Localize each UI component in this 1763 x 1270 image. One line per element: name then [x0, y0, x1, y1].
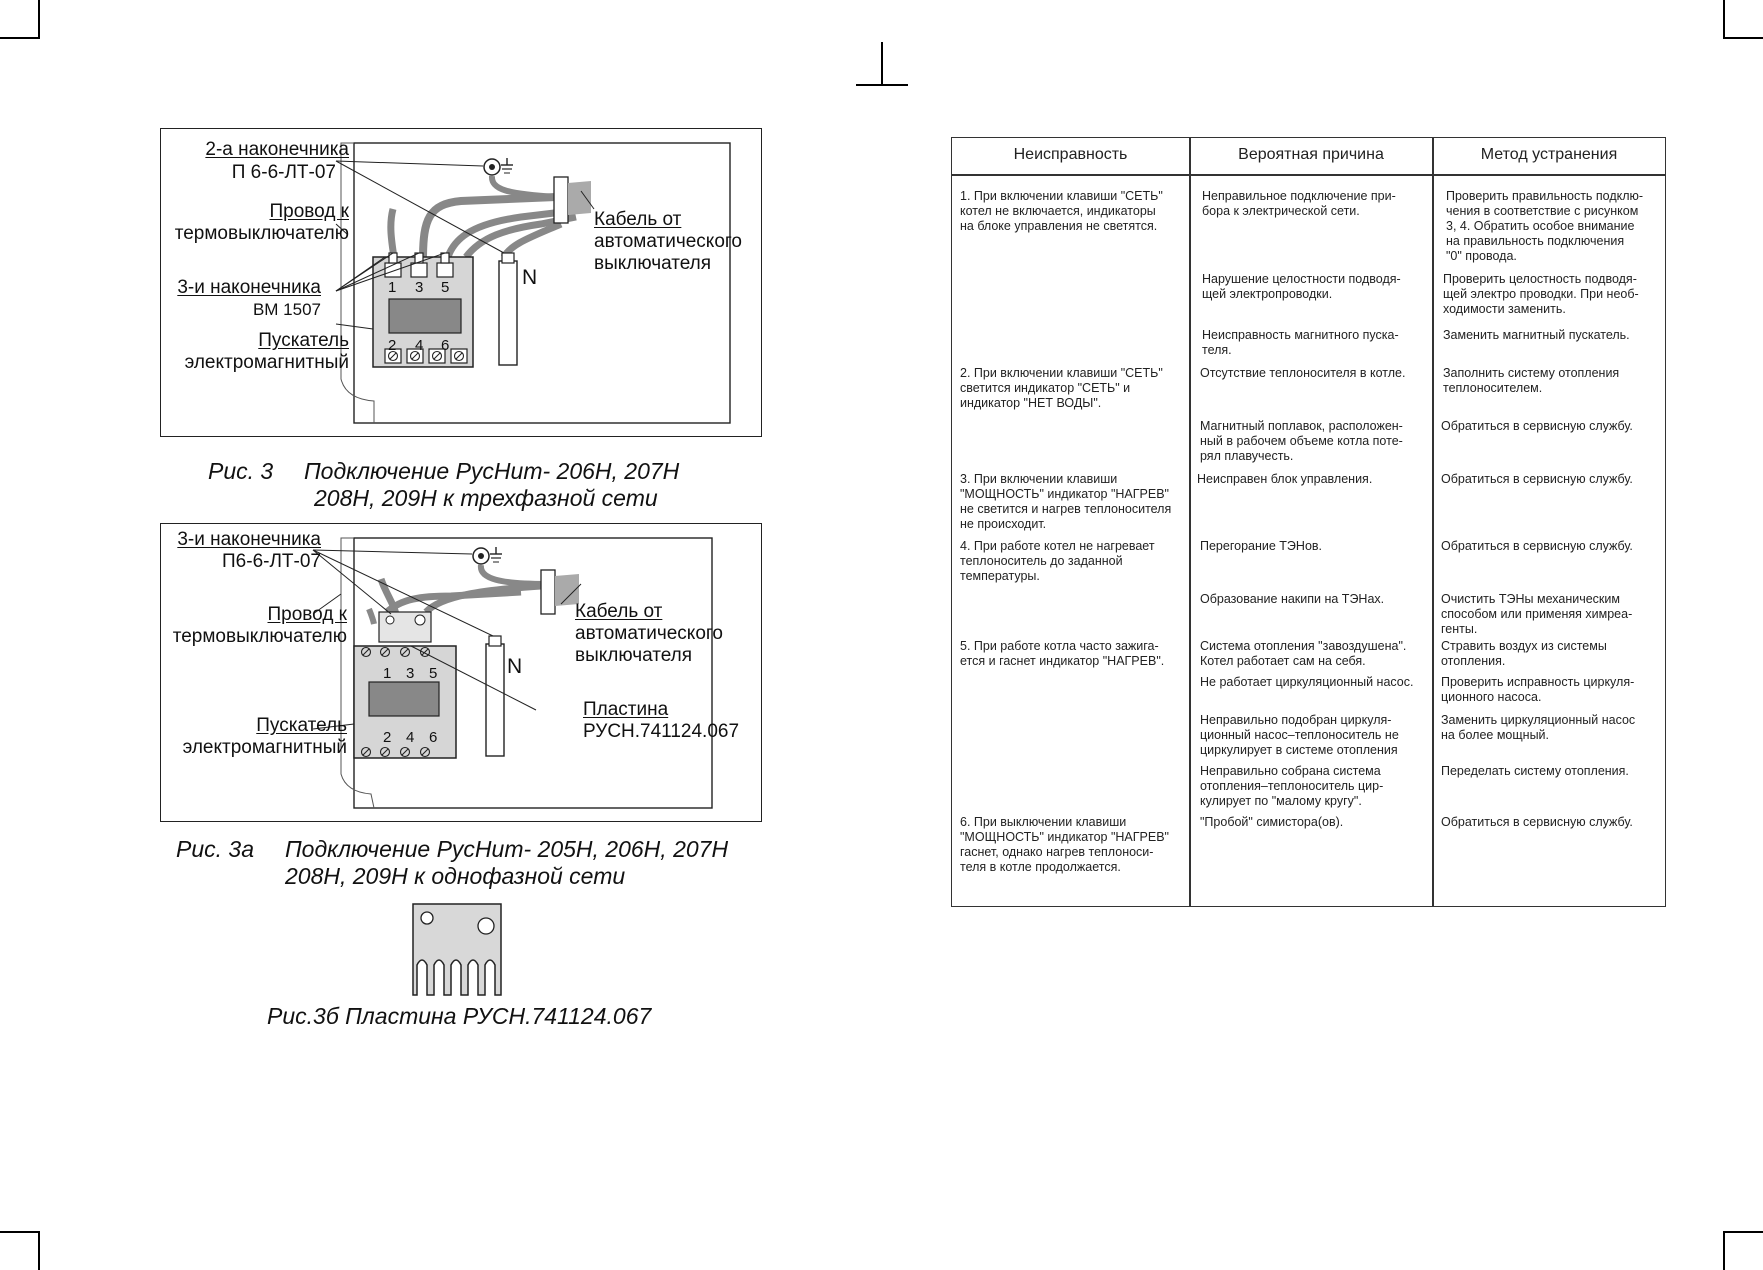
fault-6: 6. При выключении клавиши "МОЩНОСТЬ" индикатор "НАГРЕВ" гаснет, однако нагрев теплоноси- теля в котле продолжается.: [960, 815, 1169, 874]
remedy-5: Обратиться в сервисную службу.: [1441, 419, 1633, 433]
figure-3a: [160, 523, 762, 822]
troubleshooting-table: [951, 137, 1666, 907]
label-cable-2: автоматического: [575, 623, 723, 644]
label-tips3: 3-и наконечника: [177, 529, 321, 550]
label-tips3-code: П6-6-ЛТ-07: [222, 551, 321, 572]
column-header-remedy: Метод устранения: [1480, 146, 1618, 163]
label-wire-to-2: термовыключателю: [174, 223, 349, 244]
figure-3b-caption: Рис.3б Пластина РУСН.741124.067: [267, 1003, 652, 1029]
ground-icon: [473, 547, 502, 564]
label-cable-2: автоматического: [594, 231, 742, 252]
cause-3: Неисправность магнитного пуска- теля.: [1202, 328, 1399, 357]
fault-5: 5. При работе котла часто зажига- ется и гаснет индикатор "НАГРЕВ".: [960, 639, 1165, 668]
crop-mark-top-center-h: [856, 84, 908, 86]
cause-1: Неправильное подключение при- бора к электрической сети.: [1202, 189, 1396, 218]
figure-3-caption-line2: 208Н, 209Н к трехфазной сети: [314, 485, 658, 511]
cause-10: Не работает циркуляционный насос.: [1200, 675, 1414, 689]
figure-3a-caption-number: Рис. 3а: [176, 836, 254, 862]
figure-3: [160, 128, 762, 437]
fault-4: 4. При работе котел не нагревает теплоноситель до заданной температуры.: [960, 539, 1155, 583]
plate-drawing: [412, 903, 502, 999]
remedy-1: Проверить правильность подклю- чения в соответствие с рисунком 3, 4. Обратить особое внимание на правильность подключения "0" провода.: [1446, 189, 1644, 263]
label-starter-2: электромагнитный: [182, 737, 347, 758]
crop-mark-bl-v: [38, 1232, 40, 1270]
cause-5: Магнитный поплавок, расположен- ный в рабочем объеме котла поте- рял плавучесть.: [1200, 419, 1403, 463]
cause-9: Система отопления "завоздушена". Котел работает сам на себя.: [1200, 639, 1407, 668]
remedy-3: Заменить магнитный пускатель.: [1443, 328, 1630, 342]
label-cable-3: выключателя: [575, 645, 693, 666]
remedy-13: Обратиться в сервисную службу.: [1441, 815, 1633, 829]
label-tips3-code: ВМ 1507: [252, 300, 321, 319]
label-neutral: N: [507, 655, 523, 678]
label-plate-code: РУСН.741124.067: [583, 721, 740, 742]
figure-3-caption-line1: Подключение РусНит- 206Н, 207Н: [304, 458, 680, 484]
terminal-3: 3: [415, 279, 424, 296]
cause-4: Отсутствие теплоносителя в котле.: [1200, 366, 1406, 380]
terminal-1: 1: [388, 279, 397, 296]
terminal-3: 3: [406, 665, 415, 682]
label-neutral: N: [522, 266, 538, 289]
fault-2: 2. При включении клавиши "СЕТЬ" светится индикатор "СЕТЬ" и индикатор "НЕТ ВОДЫ".: [960, 366, 1163, 410]
label-wire-to-2: термовыключателю: [172, 626, 347, 647]
cause-7: Перегорание ТЭНов.: [1200, 539, 1323, 553]
figure-3-caption-number: Рис. 3: [208, 458, 274, 484]
terminal-5: 5: [441, 279, 450, 296]
remedy-10: Проверить исправность циркуля- ционного насоса.: [1441, 675, 1635, 704]
fault-3: 3. При включении клавиши "МОЩНОСТЬ" индикатор "НАГРЕВ" не светится и нагрев теплоносителя не происходит.: [960, 472, 1172, 531]
figure-3a-caption-line2: 208Н, 209Н к однофазной сети: [285, 863, 626, 889]
crop-mark-top-center-v: [881, 42, 883, 86]
terminal-4: 4: [415, 337, 424, 354]
remedy-2: Проверить целостность подводя- щей электро проводки. При необ- ходимости заменить.: [1443, 272, 1639, 316]
label-tips2: 2-а наконечника: [205, 139, 349, 160]
column-header-cause: Вероятная причина: [1238, 146, 1384, 163]
figure-3a-caption-line1: Подключение РусНит- 205Н, 206Н, 207Н: [285, 836, 729, 862]
cause-11: Неправильно подобран циркуля- ционный насос–теплоноситель не циркулирует в системе отопления: [1200, 713, 1399, 757]
crop-mark-tl-h: [0, 37, 40, 39]
ground-icon: [484, 158, 513, 175]
label-cable: Кабель от: [575, 601, 663, 622]
crop-mark-bl-h: [0, 1231, 40, 1233]
remedy-6: Обратиться в сервисную службу.: [1441, 472, 1633, 486]
crop-mark-br-v: [1723, 1232, 1725, 1270]
label-cable-3: выключателя: [594, 253, 712, 274]
remedy-8: Очистить ТЭНы механическим способом или применяя химреа- генты.: [1441, 592, 1633, 636]
remedy-11: Заменить циркуляционный насос на более мощный.: [1441, 713, 1636, 742]
cause-8: Образование накипи на ТЭНах.: [1200, 592, 1385, 606]
label-plate: Пластина: [583, 699, 669, 720]
cause-12: Неправильно собрана система отопления–теплоноситель цир- кулирует по "малому кругу".: [1200, 764, 1384, 808]
terminal-5: 5: [429, 665, 438, 682]
terminal-6: 6: [441, 337, 450, 354]
crop-mark-tl-v: [38, 0, 40, 38]
label-starter: Пускатель: [258, 330, 349, 351]
remedy-4: Заполнить систему отопления теплоносителем.: [1443, 366, 1620, 395]
terminal-2: 2: [388, 337, 397, 354]
remedy-9: Стравить воздух из системы отопления.: [1441, 639, 1607, 668]
remedy-7: Обратиться в сервисную службу.: [1441, 539, 1633, 553]
remedy-12: Переделать систему отопления.: [1441, 764, 1629, 778]
terminal-2: 2: [383, 729, 392, 746]
cause-13: "Пробой" симистора(ов).: [1200, 815, 1344, 829]
crop-mark-tr-v: [1723, 0, 1725, 38]
terminal-4: 4: [406, 729, 415, 746]
label-cable: Кабель от: [594, 209, 682, 230]
label-starter-2: электромагнитный: [184, 352, 349, 373]
fault-1: 1. При включении клавиши "СЕТЬ" котел не включается, индикаторы на блоке управления не светятся.: [960, 189, 1163, 233]
crop-mark-tr-h: [1723, 37, 1763, 39]
label-wire-to: Провод к: [267, 604, 347, 625]
label-tips3: 3-и наконечника: [177, 277, 321, 298]
label-starter: Пускатель: [256, 715, 347, 736]
terminal-1: 1: [383, 665, 392, 682]
label-tips2-code: П 6-6-ЛТ-07: [231, 162, 336, 183]
terminal-6: 6: [429, 729, 438, 746]
crop-mark-br-h: [1723, 1231, 1763, 1233]
column-header-fault: Неисправность: [1013, 146, 1128, 163]
cause-2: Нарушение целостности подводя- щей электропроводки.: [1202, 272, 1401, 301]
cause-6: Неисправен блок управления.: [1197, 472, 1373, 486]
label-wire-to: Провод к: [269, 201, 349, 222]
